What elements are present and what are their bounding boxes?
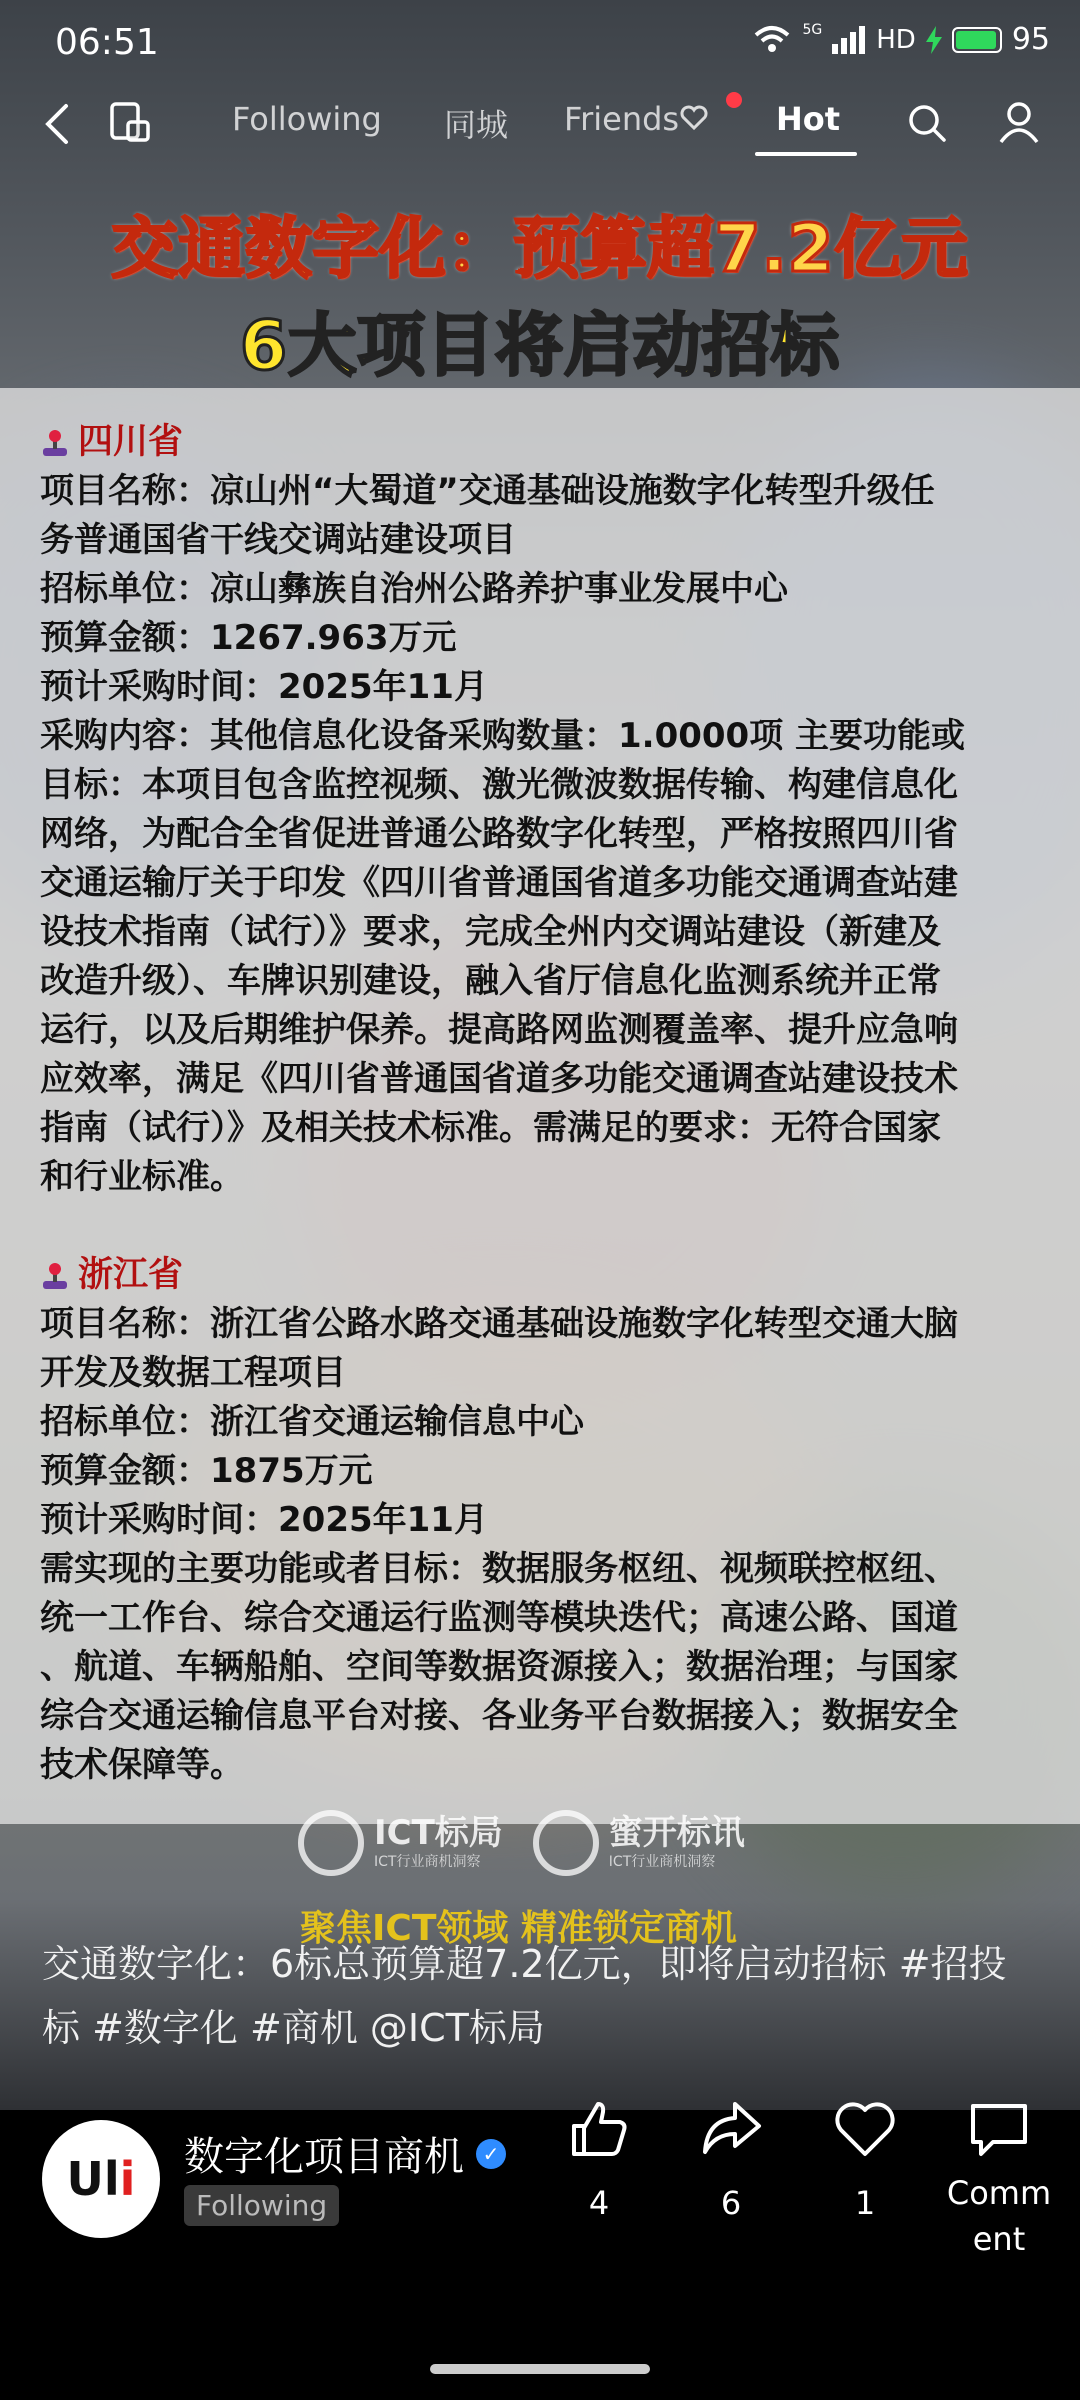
status-icons	[752, 22, 1050, 57]
heart-icon	[833, 2098, 897, 2160]
section-line: 交通运输厅关于印发《四川省普通国省道多功能交通调查站建	[40, 863, 958, 903]
comment-icon	[967, 2098, 1031, 2160]
province-heading	[40, 1251, 1045, 1300]
section-line: 指南（试行）》及相关技术标准。需满足的要求：无符合国家	[40, 1108, 941, 1148]
brand-sub: ICT行业商机洞察	[374, 1854, 481, 1870]
section-line: 预算金额：1267.963万元	[40, 618, 457, 658]
share-button[interactable]	[676, 2098, 786, 2222]
tab-following[interactable]: Following	[232, 100, 382, 138]
joystick-icon	[40, 1261, 70, 1291]
brand-watermark	[298, 1810, 745, 1876]
section-line: 务普通国省干线交调站建设项目	[40, 520, 516, 560]
share-count: 6	[720, 2184, 742, 2222]
content-text	[40, 418, 1045, 1790]
section-line: 应效率，满足《四川省普通国省道多功能交通调查站建设技术	[40, 1059, 958, 1099]
brand-name: 蜜开标讯	[608, 1813, 745, 1853]
charging-icon	[926, 26, 942, 54]
section-line: 综合交通运输信息平台对接、各业务平台数据接入；数据安全	[40, 1696, 958, 1736]
section-line: 招标单位：凉山彝族自治州公路养护事业发展中心	[40, 569, 788, 609]
profile-icon[interactable]	[998, 100, 1040, 144]
battery-icon	[952, 27, 1002, 53]
brand-slogan: 聚焦ICT领域 精准锁定商机	[300, 1908, 737, 1949]
tab-hot[interactable]: Hot	[776, 100, 841, 138]
brand-mikai	[533, 1810, 745, 1876]
section-line: 预计采购时间：2025年11月	[40, 667, 488, 707]
like-count: 4	[588, 2184, 610, 2222]
section-line: 设技术指南（试行）》要求，完成全州内交调站建设（新建及	[40, 912, 941, 952]
following-button[interactable]: Following	[184, 2185, 339, 2226]
section-gap	[40, 1202, 1045, 1251]
brand-name: ICT标局	[374, 1813, 503, 1853]
like-button[interactable]	[544, 2098, 654, 2222]
headline-line1: 交通数字化：预算超7.2亿元	[111, 210, 969, 287]
cast-icon[interactable]	[108, 100, 154, 146]
signal-icon	[832, 26, 866, 54]
section-line: 预计采购时间：2025年11月	[40, 1500, 488, 1540]
top-nav	[0, 90, 1080, 170]
video-caption[interactable]: 交通数字化：6标总预算超7.2亿元，即将启动招标 #招投标 #数字化 #商机 @ICT标局	[42, 1942, 1007, 2050]
account-avatar[interactable]	[42, 2120, 160, 2238]
status-bar	[0, 0, 1080, 90]
section-line: 和行业标准。	[40, 1157, 244, 1197]
section-line: 开发及数据工程项目	[40, 1353, 346, 1393]
section-line: 需实现的主要功能或者目标：数据服务枢纽、视频联控枢纽、	[40, 1549, 958, 1589]
avatar-text: Uli	[66, 2152, 136, 2206]
notification-dot	[726, 92, 742, 108]
brand-ict	[298, 1810, 503, 1876]
headline-line2: 6大项目将启动招标	[239, 307, 841, 386]
active-tab-indicator	[755, 152, 857, 156]
brand-sub: ICT行业商机洞察	[608, 1854, 716, 1870]
section-line: 项目名称：浙江省公路水路交通基础设施数字化转型交通大脑	[40, 1304, 958, 1344]
account-name: 数字化项目商机	[184, 2134, 464, 2180]
network-label: 5G	[802, 22, 823, 38]
section-line: 目标：本项目包含监控视频、激光微波数据传输、构建信息化	[40, 765, 958, 805]
province-name: 四川省	[78, 422, 184, 462]
favorite-button[interactable]	[810, 2098, 920, 2222]
heart-small-icon	[679, 104, 709, 130]
verified-icon: ✓	[476, 2139, 506, 2169]
section-line: 招标单位：浙江省交通运输信息中心	[40, 1402, 584, 1442]
home-indicator[interactable]	[430, 2364, 650, 2374]
section-line: 预算金额：1875万元	[40, 1451, 373, 1491]
back-icon[interactable]	[42, 102, 72, 146]
joystick-icon	[40, 428, 70, 458]
section-line: 统一工作台、综合交通运行监测等模块迭代；高速公路、国道	[40, 1598, 958, 1638]
section-line: 技术保障等。	[40, 1745, 244, 1785]
search-icon[interactable]	[906, 102, 948, 144]
section-line: 网络，为配合全省促进普通公路数字化转型，严格按照四川省	[40, 814, 958, 854]
tab-friends[interactable]	[564, 100, 709, 138]
tab-local[interactable]: 同城	[444, 106, 509, 144]
share-icon	[699, 2098, 763, 2160]
battery-level: 95	[1011, 22, 1050, 57]
section-line: 采购内容：其他信息化设备采购数量：1.0000项 主要功能或	[40, 716, 966, 756]
comment-button[interactable]	[944, 2098, 1054, 2262]
brand-logo-icon	[533, 1810, 599, 1876]
thumbs-up-icon	[568, 2098, 630, 2160]
favorite-count: 1	[854, 2184, 876, 2222]
account-info[interactable]	[184, 2125, 506, 2182]
brand-logo-icon	[298, 1810, 364, 1876]
tab-friends-label: Friends	[564, 100, 680, 138]
hd-label: HD	[876, 24, 916, 55]
wifi-icon	[752, 25, 792, 55]
video-headline	[0, 195, 1080, 389]
province-heading	[40, 418, 1045, 467]
section-line: 运行，以及后期维护保养。提高路网监测覆盖率、提升应急响	[40, 1010, 958, 1050]
section-line: 、航道、车辆船舶、空间等数据资源接入；数据治理；与国家	[40, 1647, 958, 1687]
comment-label: Comm ent	[946, 2174, 1052, 2258]
section-line: 改造升级）、车牌识别建设，融入省厅信息化监测系统并正常	[40, 961, 941, 1001]
section-line: 项目名称：凉山州“大蜀道”交通基础设施数字化转型升级任	[40, 471, 935, 511]
province-name: 浙江省	[78, 1255, 184, 1295]
status-time: 06:51	[55, 22, 159, 63]
